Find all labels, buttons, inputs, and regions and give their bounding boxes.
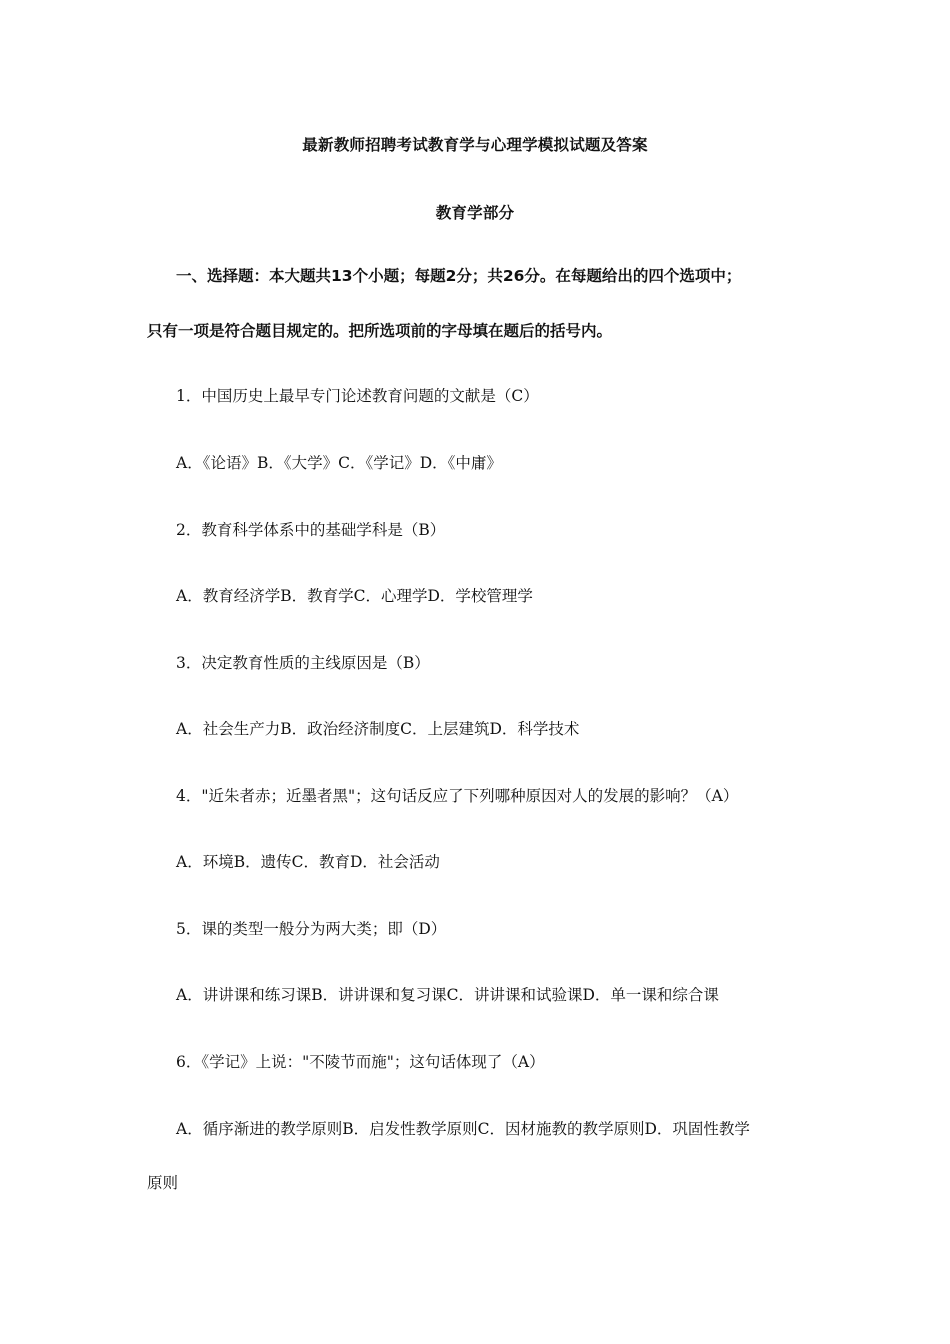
instructions-line-1: 一、选择题：本大题共13个小题；每题2分；共26分。在每题给出的四个选项中；: [176, 267, 742, 285]
question-6-options-continued: 原则: [147, 1174, 179, 1192]
question-1-options: A．《论语》B．《大学》C．《学记》D．《中庸》: [176, 454, 502, 472]
question-2-stem: 2．教育科学体系中的基础学科是（B）: [176, 521, 446, 539]
question-5-options: A．讲讲课和练习课B．讲讲课和复习课C．讲讲课和试验课D．单一课和综合课: [176, 986, 719, 1004]
question-6-options: A．循序渐进的教学原则B．启发性教学原则C．因材施教的教学原则D．巩固性教学: [176, 1120, 750, 1138]
question-1-stem: 1．中国历史上最早专门论述教育问题的文献是（C）: [176, 387, 539, 405]
instructions-line-2: 只有一项是符合题目规定的。把所选项前的字母填在题后的括号内。: [147, 322, 613, 340]
section-title: 教育学部分: [435, 204, 515, 222]
question-6-stem: 6．《学记》上说："不陵节而施"；这句话体现了（A）: [176, 1053, 545, 1071]
question-4-stem: 4．"近朱者赤；近墨者黑"；这句话反应了下列哪种原因对人的发展的影响？（A）: [176, 787, 739, 805]
question-4-options: A．环境B．遗传C．教育D．社会活动: [176, 853, 440, 871]
question-3-options: A．社会生产力B．政治经济制度C．上层建筑D．科学技术: [176, 720, 580, 738]
document-title: 最新教师招聘考试教育学与心理学模拟试题及答案: [302, 136, 648, 154]
question-3-stem: 3．决定教育性质的主线原因是（B）: [176, 654, 430, 672]
question-2-options: A．教育经济学B．教育学C．心理学D．学校管理学: [176, 587, 533, 605]
question-5-stem: 5．课的类型一般分为两大类；即（D）: [176, 920, 447, 938]
